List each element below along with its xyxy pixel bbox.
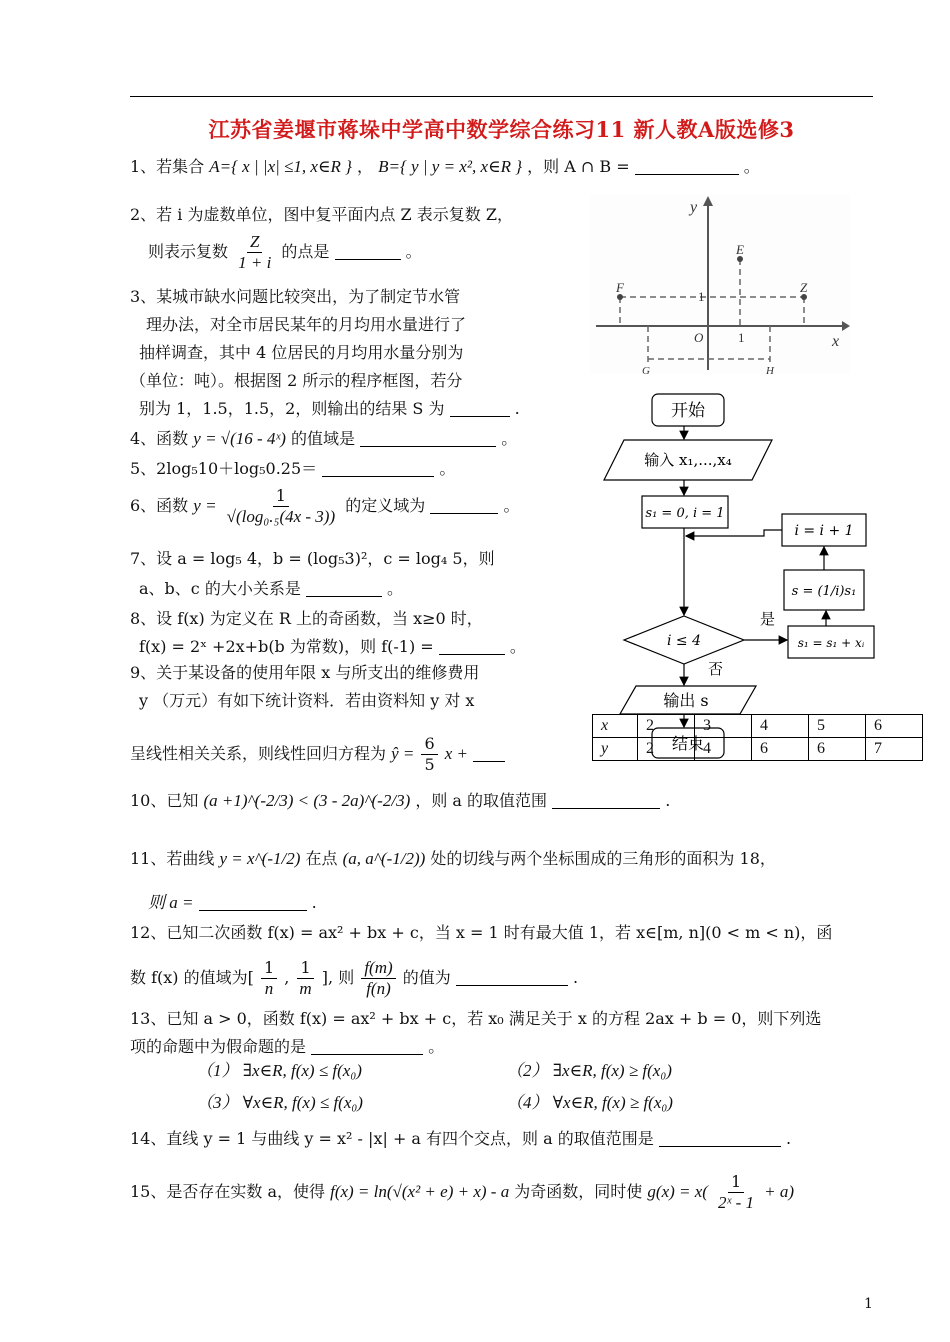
question-3-line-5 bbox=[139, 398, 520, 420]
q3-answer-blank[interactable] bbox=[450, 400, 510, 417]
flow-output-label: 输出 s bbox=[663, 691, 709, 710]
q4-answer-blank[interactable] bbox=[360, 430, 496, 447]
q12-frac2-den: m bbox=[299, 979, 312, 998]
q1-text: 1、若集合 bbox=[130, 157, 205, 176]
question-12-line-1: 12、已知二次函数 f(x) = ax² + bx + c，当 x = 1 时有最大值 1，若 x∈[m, n](0 < m < n)，函 bbox=[130, 923, 833, 942]
q6-frac-num: 1 bbox=[273, 486, 289, 507]
q12-answer-blank[interactable] bbox=[456, 969, 568, 986]
q2-end: 。 bbox=[405, 242, 422, 261]
q12-text-3: 的值为 bbox=[402, 968, 451, 987]
q6-fraction bbox=[224, 486, 338, 527]
table-cell: 2 bbox=[638, 738, 695, 761]
question-5 bbox=[130, 458, 455, 480]
q12-fraction-1 bbox=[261, 958, 277, 999]
q7-answer-blank[interactable] bbox=[306, 580, 382, 597]
origin-label: O bbox=[694, 330, 704, 345]
q11-answer-blank[interactable] bbox=[199, 894, 307, 911]
q15-fraction bbox=[715, 1172, 757, 1213]
q6-text-2: 的定义域为 bbox=[345, 496, 426, 515]
q15-frac-num: 1 bbox=[728, 1172, 744, 1193]
question-13-line-2 bbox=[130, 1036, 444, 1058]
flow-update-s1-label: s₁ = s₁ + xᵢ bbox=[797, 636, 865, 650]
q14-answer-blank[interactable] bbox=[659, 1130, 781, 1147]
q4-text: 4、函数 bbox=[130, 429, 189, 448]
question-11-line-2 bbox=[148, 892, 317, 914]
point-z-label: Z bbox=[800, 280, 808, 295]
q10-answer-blank[interactable] bbox=[552, 792, 660, 809]
q8-answer-blank[interactable] bbox=[439, 638, 505, 655]
q13-answer-blank[interactable] bbox=[311, 1038, 423, 1055]
table-cell: 2 bbox=[638, 715, 695, 738]
q15-frac-den: 2ˣ - 1 bbox=[718, 1193, 755, 1212]
q9-fraction bbox=[421, 734, 437, 775]
q6-answer-blank[interactable] bbox=[430, 497, 498, 514]
q13-option-2: （2） ∃x∈R, f(x) ≥ f(x₀) bbox=[506, 1061, 672, 1080]
question-13-line-1: 13、已知 a > 0，函数 f(x) = ax² + bx + c，若 x₀ 满足关于 x 的方程 2ax + b = 0，则下列选 bbox=[130, 1009, 822, 1028]
page-title: 江苏省姜堰市蒋垛中学高中数学综合练习11 新人教A版选修3 bbox=[208, 117, 795, 142]
question-9-line-3 bbox=[130, 734, 505, 775]
question-11-line-1 bbox=[130, 848, 776, 870]
q1-then: ，则 bbox=[527, 157, 560, 176]
question-9-line-1: 9、关于某设备的使用年限 x 与所支出的维修费用 bbox=[130, 663, 480, 682]
table-cell: 6 bbox=[752, 738, 809, 761]
flowchart-figure bbox=[596, 388, 888, 768]
q9-frac-den: 5 bbox=[424, 755, 435, 774]
q9-x-plus: x + bbox=[444, 744, 469, 763]
question-8-line-1: 8、设 f(x) 为定义在 R 上的奇函数，当 x≥0 时， bbox=[130, 609, 483, 628]
q11-text-3: 处的切线与两个坐标围成的三角形的面积为 18， bbox=[430, 849, 776, 868]
q9-answer-blank[interactable] bbox=[473, 745, 505, 762]
q2-text-2: 的点是 bbox=[281, 242, 330, 261]
table-cell: 3 bbox=[695, 715, 752, 738]
q15-f-expression: f(x) = ln(√(x² + e) + x) - a bbox=[330, 1182, 510, 1201]
table-cell: 6 bbox=[809, 738, 866, 761]
flow-yes-label: 是 bbox=[760, 610, 776, 628]
tick-1-y: 1 bbox=[698, 289, 705, 304]
flow-condition-label: i ≤ 4 bbox=[666, 633, 702, 649]
q12-frac3-den: f(n) bbox=[366, 979, 391, 998]
q7-text: a、b、c 的大小关系是 bbox=[139, 579, 301, 598]
tick-1-x: 1 bbox=[738, 330, 745, 345]
point-e-label: E bbox=[736, 242, 744, 257]
question-3-line-3: 抽样调查，其中 4 位居民的月均用水量分别为 bbox=[139, 343, 464, 362]
table-cell: 6 bbox=[866, 715, 923, 738]
q6-end: 。 bbox=[503, 496, 520, 515]
flow-no-label: 否 bbox=[708, 660, 724, 678]
q1-set-a: A={ x | |x| ≤1, x∈R } bbox=[209, 157, 352, 176]
q5-answer-blank[interactable] bbox=[322, 460, 434, 477]
q7-end: 。 bbox=[387, 579, 404, 598]
table-row bbox=[593, 715, 923, 738]
flow-compute-s-label: s = (1/i)s₁ bbox=[791, 584, 857, 599]
q10-text: 10、已知 bbox=[130, 791, 199, 810]
q12-text: 数 f(x) 的值域为[ bbox=[130, 968, 254, 987]
question-8-line-2 bbox=[139, 636, 526, 658]
q13-option-1: （1） ∃x∈R, f(x) ≤ f(x₀) bbox=[196, 1061, 362, 1080]
q6-y: y = bbox=[193, 496, 217, 515]
point-g-label: G bbox=[642, 365, 650, 374]
table-cell: 7 bbox=[866, 738, 923, 761]
q12-text-2: ], 则 bbox=[321, 968, 355, 987]
header-rule bbox=[130, 96, 873, 97]
point-f-label: F bbox=[616, 280, 624, 295]
q12-frac1-num: 1 bbox=[261, 958, 277, 979]
q8-text: f(x) = 2ˣ +2x+b(b 为常数)，则 f(-1) = bbox=[139, 637, 434, 656]
q11-curve: y = x^(-1/2) bbox=[219, 849, 301, 868]
q1-intersection: A ∩ B = bbox=[564, 157, 630, 176]
table-header-x: x bbox=[593, 715, 638, 738]
flow-init-label: s₁ = 0, i = 1 bbox=[645, 506, 725, 521]
q14-end: . bbox=[785, 1129, 792, 1148]
complex-plane-figure bbox=[590, 194, 850, 374]
q12-fraction-3 bbox=[361, 958, 395, 999]
q12-end: . bbox=[572, 968, 579, 987]
q1-end: 。 bbox=[743, 157, 760, 176]
q14-text: 14、直线 y = 1 与曲线 y = x² - |x| + a 有四个交点，则 a 的取值范围是 bbox=[130, 1129, 654, 1148]
q11-text: 11、若曲线 bbox=[130, 849, 215, 868]
q12-comma: , bbox=[284, 968, 290, 987]
q12-frac3-num: f(m) bbox=[361, 958, 395, 979]
flow-input-label: 输入 x₁,...,x₄ bbox=[644, 451, 732, 469]
q11-a-equals: 则 a = bbox=[148, 893, 194, 912]
question-1 bbox=[130, 156, 760, 178]
q11-end: . bbox=[311, 893, 317, 912]
q6-text: 6、函数 bbox=[130, 496, 189, 515]
page-number: 1 bbox=[864, 1296, 873, 1312]
x-axis-label: x bbox=[832, 333, 840, 350]
table-cell: 5 bbox=[809, 715, 866, 738]
q9-frac-num: 6 bbox=[421, 734, 437, 755]
q12-fraction-2 bbox=[296, 958, 314, 999]
question-3-line-1: 3、某城市缺水问题比较突出，为了制定节水管 bbox=[130, 287, 461, 306]
q1-sep: ， bbox=[357, 157, 374, 176]
question-10 bbox=[130, 790, 670, 812]
q2-frac-den: 1 + i bbox=[238, 253, 272, 272]
q13-option-4: （4） ∀x∈R, f(x) ≥ f(x₀) bbox=[506, 1093, 673, 1112]
question-7-line-2 bbox=[139, 578, 403, 600]
table-header-y: y bbox=[593, 738, 638, 761]
question-3-line-4: （单位：吨）。根据图 2 所示的程序框图，若分 bbox=[130, 371, 463, 390]
q9-yhat: ŷ = bbox=[391, 744, 415, 763]
y-axis-label: y bbox=[690, 199, 698, 216]
q9-data-table bbox=[592, 714, 923, 761]
flow-increment-label: i = i + 1 bbox=[794, 523, 854, 539]
q15-g-expression-end: + a) bbox=[764, 1182, 794, 1201]
q3-text: 别为 1，1.5，1.5，2，则输出的结果 S 为 bbox=[139, 399, 445, 418]
q2-text: 则表示复数 bbox=[148, 242, 229, 261]
question-6 bbox=[130, 486, 519, 527]
q4-end: 。 bbox=[501, 429, 518, 448]
table-cell: 4 bbox=[695, 738, 752, 761]
q10-text-2: ，则 a 的取值范围 bbox=[415, 791, 548, 810]
q12-frac2-num: 1 bbox=[297, 958, 313, 979]
q3-end: . bbox=[514, 399, 520, 418]
question-9-line-2: y （万元）有如下统计资料．若由资料知 y 对 x bbox=[139, 691, 475, 710]
q15-text: 15、是否存在实数 a，使得 bbox=[130, 1182, 325, 1201]
question-3-line-2: 理办法，对全市居民某年的月均用水量进行了 bbox=[146, 315, 467, 334]
table-row bbox=[593, 738, 923, 761]
q13-end: 。 bbox=[428, 1037, 445, 1056]
q2-frac-num: Z bbox=[247, 232, 262, 253]
point-h-label: H bbox=[766, 365, 774, 374]
q10-end: . bbox=[665, 791, 671, 810]
question-2-line-2 bbox=[148, 232, 422, 273]
question-4 bbox=[130, 428, 517, 450]
flow-end-label: 结束 bbox=[671, 734, 705, 753]
q15-g-expression: g(x) = x( bbox=[647, 1182, 708, 1201]
q11-point: (a, a^(-1/2)) bbox=[342, 849, 426, 868]
q13-option-3: （3） ∀x∈R, f(x) ≤ f(x₀) bbox=[196, 1093, 363, 1112]
q9-text: 呈线性相关关系，则线性回归方程为 bbox=[130, 744, 387, 763]
q5-text: 5、2log₅10＋log₅0.25＝ bbox=[130, 459, 318, 478]
question-12-line-2 bbox=[130, 958, 578, 999]
q11-text-2: 在点 bbox=[305, 849, 338, 868]
question-14 bbox=[130, 1128, 791, 1150]
q1-answer-blank[interactable] bbox=[635, 158, 739, 175]
q15-text-2: 为奇函数，同时使 bbox=[514, 1182, 643, 1201]
q4-expression: y = √(16 - 4ˣ) bbox=[193, 429, 286, 448]
q13-text: 项的命题中为假命题的是 bbox=[130, 1037, 307, 1056]
question-2-line-1: 2、若 i 为虚数单位，图中复平面内点 Z 表示复数 Z， bbox=[130, 205, 513, 224]
q6-frac-den: √(log₀.₅(4x - 3)) bbox=[226, 507, 336, 526]
q12-frac1-den: n bbox=[264, 979, 274, 998]
q2-fraction bbox=[235, 232, 274, 273]
q10-expression: (a +1)^(-2/3) < (3 - 2a)^(-2/3) bbox=[203, 791, 411, 810]
q8-end: 。 bbox=[509, 637, 526, 656]
flow-start-label: 开始 bbox=[671, 401, 705, 421]
q4-text-2: 的值域是 bbox=[291, 429, 356, 448]
table-cell: 4 bbox=[752, 715, 809, 738]
question-15 bbox=[130, 1172, 794, 1213]
q5-end: 。 bbox=[439, 459, 456, 478]
q2-answer-blank[interactable] bbox=[335, 243, 401, 260]
q1-set-b: B={ y | y = x², x∈R } bbox=[378, 157, 523, 176]
question-7-line-1: 7、设 a = log₅ 4，b = (log₅3)²，c = log₄ 5，则 bbox=[130, 549, 495, 568]
